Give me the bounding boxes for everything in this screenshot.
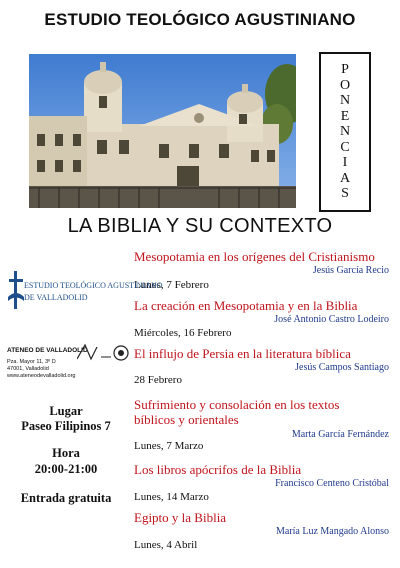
ponencias-letter: N <box>339 124 351 140</box>
place-value: Paseo Filipinos 7 <box>21 419 111 433</box>
ateneo-address2: 47001, Valladolid <box>7 366 49 372</box>
talk-speaker: Jesús García Recio <box>312 265 389 276</box>
talk-date: Lunes, 7 Febrero <box>134 279 209 291</box>
talk-date: Lunes, 4 Abril <box>134 539 198 551</box>
talk-speaker: Francisco Centeno Cristóbal <box>275 478 389 489</box>
talk-speaker: Marta García Fernández <box>291 429 389 440</box>
ponencias-letter: P <box>341 62 349 78</box>
ponencias-letter: E <box>340 108 350 124</box>
entry-note: Entrada gratuita <box>20 491 112 505</box>
talk-date: Lunes, 14 Marzo <box>134 491 209 503</box>
estudio-teologico-logo <box>6 267 163 313</box>
building-photo <box>29 54 296 208</box>
ateneo-name: ATENEO DE VALLADOLID <box>7 347 88 354</box>
cross-icon <box>6 267 26 313</box>
logo-estudio-line2: DE VALLADOLID <box>24 293 88 302</box>
talk-title: Mesopotamia en los orígenes del Cristianismo <box>134 249 375 264</box>
talk-speaker: Jesús Campos Santiago <box>295 362 389 373</box>
time-value: 20:00-21:00 <box>34 462 98 476</box>
talk-date: Miércoles, 16 Febrero <box>134 327 232 339</box>
ateneo-logo <box>7 343 129 385</box>
ateneo-emblem-icon <box>77 343 129 365</box>
ponencias-letter: A <box>339 170 351 186</box>
talk-title: Egipto y la Biblia <box>134 510 227 525</box>
place-label: Lugar <box>49 404 83 418</box>
talk-speaker: María Luz Mangado Alonso <box>275 526 389 537</box>
ponencias-letter: O <box>339 77 351 93</box>
ponencias-box <box>319 52 371 212</box>
talk-speaker: José Antonio Castro Lodeiro <box>274 314 389 325</box>
ateneo-web: www.ateneodevalladolid.org <box>7 373 76 379</box>
talk-title: El influjo de Persia en la literatura bíblica <box>134 346 351 361</box>
logo-estudio-line1: ESTUDIO TEOLÓGICO AGUSTINIANO <box>24 281 163 290</box>
ponencias-letter: I <box>342 155 348 171</box>
talk-title: Los libros apócrifos de la Biblia <box>134 462 302 477</box>
talk-title: Sufrimiento y consolación en los textos bíblicos y orientales <box>134 397 340 427</box>
talk-date: Lunes, 7 Marzo <box>134 440 204 452</box>
ponencias-letter: S <box>341 186 349 202</box>
ponencias-letter: N <box>339 93 351 109</box>
time-label: Hora <box>52 446 80 460</box>
event-subtitle: LA BIBLIA Y SU CONTEXTO <box>67 215 333 237</box>
ponencias-letter: C <box>340 139 350 155</box>
talk-date: 28 Febrero <box>134 374 182 386</box>
ateneo-address1: Pza. Mayor 11, 3º D <box>7 359 56 365</box>
page-title: ESTUDIO TEOLÓGICO AGUSTINIANO <box>44 10 356 29</box>
talk-title: La creación en Mesopotamia y en la Biblia <box>134 298 358 313</box>
